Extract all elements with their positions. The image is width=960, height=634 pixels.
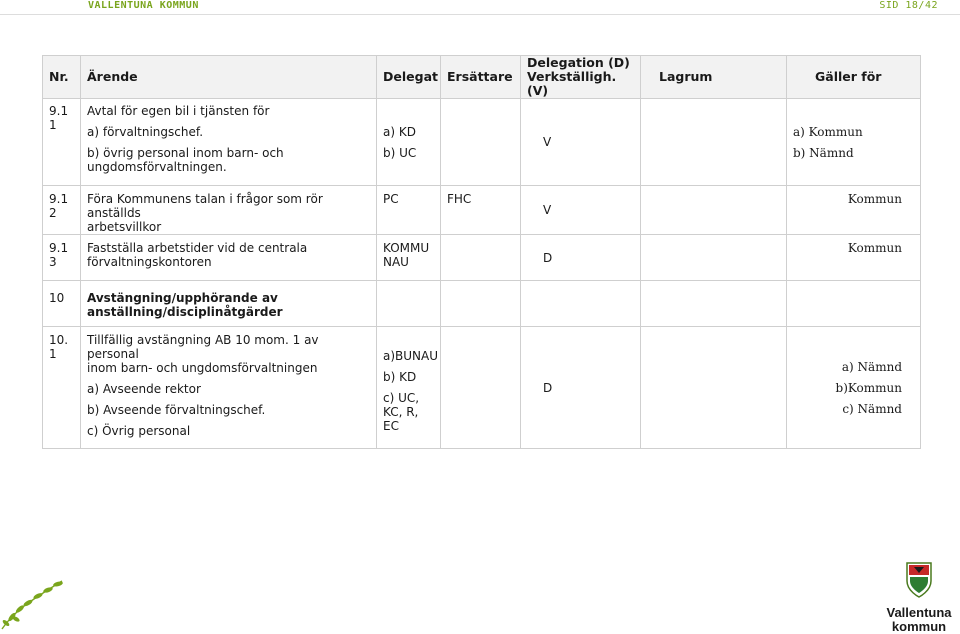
page-number: SID 18/42: [879, 0, 938, 11]
row-lagrum: [641, 235, 787, 281]
row-delegat: PC: [377, 186, 441, 235]
row-delegation: V: [521, 99, 641, 186]
row-nr: 10: [43, 281, 81, 327]
row-delegation: D: [521, 235, 641, 281]
table-header-row: [43, 56, 921, 99]
row-ersattare: [441, 327, 521, 449]
col-lagrum: Lagrum: [641, 56, 787, 99]
row-arende: Avstängning/upphörande av anställning/disciplinåtgärder: [81, 281, 377, 327]
row-galler: a) Nämnd b)Kommun c) Nämnd: [787, 327, 921, 449]
row-lagrum: [641, 327, 787, 449]
col-nr: Nr.: [43, 56, 81, 99]
coat-of-arms-icon: [880, 561, 958, 601]
brand-name: VALLENTUNA KOMMUN: [88, 0, 199, 11]
municipality-logo: [880, 561, 958, 634]
row-nr: 9.1 1: [43, 99, 81, 186]
row-galler: Kommun: [787, 235, 921, 281]
row-delegat: [377, 281, 441, 327]
row-arende: Tillfällig avstängning AB 10 mom. 1 av personal inom barn- och ungdomsförvaltningen a) Avseende rektor b) Avseende förvaltningschef. c) Övrig personal: [81, 327, 377, 449]
row-ersattare: FHC: [441, 186, 521, 235]
row-delegat: KOMMU NAU: [377, 235, 441, 281]
row-arende: Föra Kommunens talan i frågor som rör anställds arbetsvillkor: [81, 186, 377, 235]
row-delegation: D: [521, 327, 641, 449]
col-arende: Ärende: [81, 56, 377, 99]
row-nr: 9.1 3: [43, 235, 81, 281]
col-galler: Gäller för: [787, 56, 921, 99]
col-delegat: Delegat: [377, 56, 441, 99]
row-delegation: [521, 281, 641, 327]
table-row: [43, 99, 921, 186]
row-lagrum: [641, 281, 787, 327]
row-lagrum: [641, 99, 787, 186]
row-arende: Avtal för egen bil i tjänsten för a) förvaltningschef. b) övrig personal inom barn- och ungdomsförvaltningen.: [81, 99, 377, 186]
row-nr: 10. 1: [43, 327, 81, 449]
row-galler: Kommun: [787, 186, 921, 235]
row-arende: Fastställa arbetstider vid de centrala förvaltningskontoren: [81, 235, 377, 281]
page-header: [0, 0, 960, 15]
row-delegation: V: [521, 186, 641, 235]
row-nr: 9.1 2: [43, 186, 81, 235]
row-delegat: a) KD b) UC: [377, 99, 441, 186]
row-ersattare: [441, 281, 521, 327]
table-row: [43, 235, 921, 281]
row-ersattare: [441, 235, 521, 281]
row-delegat: a)BUNAU b) KD c) UC, KC, R, EC: [377, 327, 441, 449]
row-ersattare: [441, 99, 521, 186]
leaf-vine-icon: [0, 561, 70, 631]
row-lagrum: [641, 186, 787, 235]
col-ersattare: Ersättare: [441, 56, 521, 99]
row-galler: [787, 281, 921, 327]
logo-text: Vallentuna kommun: [886, 605, 952, 634]
row-galler: a) Kommun b) Nämnd: [787, 99, 921, 186]
col-delegation: Delegation (D) Verkställigh. (V): [521, 56, 641, 99]
table-section-row: [43, 281, 921, 327]
delegation-table: [42, 55, 921, 449]
table-row: [43, 186, 921, 235]
table-row: [43, 327, 921, 449]
